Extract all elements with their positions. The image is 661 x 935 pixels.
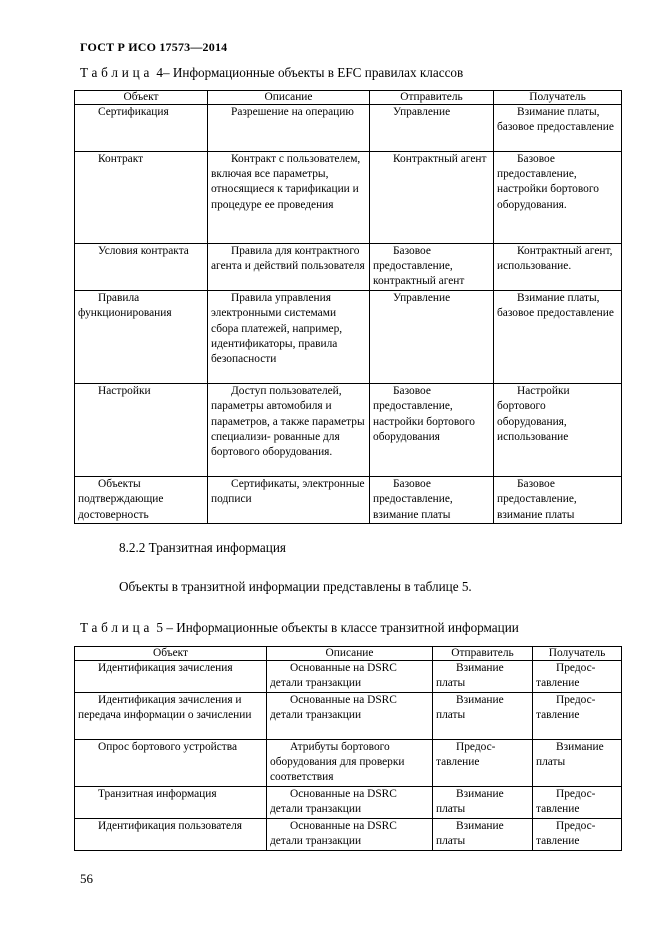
table5-caption [80, 620, 519, 636]
table4-col-sender: Отправитель [370, 91, 494, 105]
table-cell: Контрактный агент [370, 151, 494, 243]
table-5 [74, 646, 622, 851]
table-cell: Взимание платы [433, 786, 533, 818]
table4-header-row [75, 91, 622, 105]
table-cell: Идентификация зачисления и передача информации о зачислении [75, 692, 267, 739]
table-row [75, 818, 622, 850]
table-cell: Взимание платы, базовое предоставление [494, 104, 622, 151]
table-row [75, 786, 622, 818]
table-cell: Условия контракта [75, 243, 208, 290]
table4-col-description: Описание [208, 91, 370, 105]
table5-caption-label: Таблица [80, 620, 154, 635]
table-cell: Разрешение на операцию [208, 104, 370, 151]
table-row [75, 476, 622, 523]
table-cell: Предос- тавление [533, 786, 622, 818]
table-cell: Взимание платы [433, 660, 533, 692]
table-cell: Объекты подтверждающие достоверность [75, 476, 208, 523]
table-row [75, 660, 622, 692]
table4-caption-label: Таблица [80, 65, 154, 80]
table5-col-sender: Отправитель [433, 647, 533, 661]
table-cell: Базовое предоставление, контрактный агент [370, 243, 494, 290]
table-cell: Управление [370, 104, 494, 151]
table-cell: Базовое предоставление, настройки бортового оборудования [370, 383, 494, 476]
table5-caption-text: 5 – Информационные объекты в классе транзитной информации [156, 620, 519, 635]
table-row [75, 151, 622, 243]
table-cell: Контрактный агент, использование. [494, 243, 622, 290]
table-cell: Опрос бортового устройства [75, 739, 267, 786]
table-row [75, 383, 622, 476]
table-row [75, 243, 622, 290]
table-cell: Предос- тавление [533, 818, 622, 850]
table-cell: Идентификация пользователя [75, 818, 267, 850]
table-cell: Основанные на DSRC детали транзакции [267, 660, 433, 692]
table-cell: Идентификация зачисления [75, 660, 267, 692]
table-cell: Управление [370, 290, 494, 383]
table-cell: Правила для контрактного агента и действий пользователя [208, 243, 370, 290]
table-row [75, 290, 622, 383]
table-cell: Базовое предоставление, взимание платы [370, 476, 494, 523]
table-cell: Основанные на DSRC детали транзакции [267, 692, 433, 739]
table-4 [74, 90, 622, 524]
table4-caption [80, 65, 463, 81]
table-cell: Правила функционирования [75, 290, 208, 383]
table-cell: Сертификаты, электронные подписи [208, 476, 370, 523]
table5-header-row [75, 647, 622, 661]
table-cell: Взимание платы [533, 739, 622, 786]
document-header: ГОСТ Р ИСО 17573—2014 [80, 40, 228, 54]
table-cell: Основанные на DSRC детали транзакции [267, 818, 433, 850]
table4-caption-text: 4– Информационные объекты в EFC правилах классов [156, 65, 464, 80]
table-cell: Контракт с пользователем, включая все параметры, относящиеся к тарификации и процедуре ее проведения [208, 151, 370, 243]
section-heading: 8.2.2 Транзитная информация [119, 540, 286, 555]
table-cell: Предос- тавление [533, 692, 622, 739]
table-cell: Транзитная информация [75, 786, 267, 818]
table-cell: Контракт [75, 151, 208, 243]
table-cell: Взимание платы [433, 818, 533, 850]
table-cell: Взимание платы [433, 692, 533, 739]
table-cell: Взимание платы, базовое предоставление [494, 290, 622, 383]
table5-col-object: Объект [75, 647, 267, 661]
table-row [75, 739, 622, 786]
table5-col-description: Описание [267, 647, 433, 661]
page-number: 56 [80, 871, 93, 886]
table5-col-receiver: Получатель [533, 647, 622, 661]
section-paragraph: Объекты в транзитной информации представлены в таблице 5. [119, 579, 472, 594]
table-cell: Правила управления электронными системами сбора платежей, например, идентификаторы, правила безопасности [208, 290, 370, 383]
table-cell: Доступ пользователей, параметры автомобиля и параметров, а также параметры специализи- рованные для бортового оборудования. [208, 383, 370, 476]
table-cell: Настройки [75, 383, 208, 476]
table-cell: Сертификация [75, 104, 208, 151]
table4-col-object: Объект [75, 91, 208, 105]
table-cell: Основанные на DSRC детали транзакции [267, 786, 433, 818]
table-cell: Предос- тавление [533, 660, 622, 692]
table-row [75, 692, 622, 739]
table-cell: Базовое предоставление, настройки бортового оборудования. [494, 151, 622, 243]
table-cell: Базовое предоставление, взимание платы [494, 476, 622, 523]
table-row [75, 104, 622, 151]
table-cell: Атрибуты бортового оборудования для проверки соответствия [267, 739, 433, 786]
table-cell: Предос- тавление [433, 739, 533, 786]
table-cell: Настройки бортового оборудования, использование [494, 383, 622, 476]
table4-col-receiver: Получатель [494, 91, 622, 105]
